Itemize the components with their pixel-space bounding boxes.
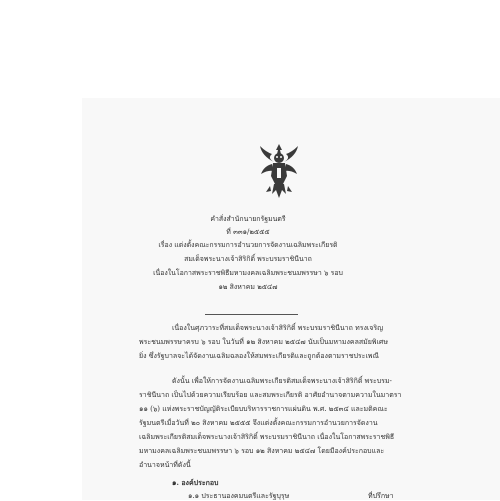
paragraph-1-line-1: เนื่องในศุภวาระที่สมเด็จพระนางเจ้าสิริกิติ์ พระบรมราชินีนาถ ทรงเจริญ bbox=[172, 324, 384, 332]
paragraph-2-line-3: ๑๑ (๖) แห่งพระราชบัญญัติระเบียบบริหารราชการแผ่นดิน พ.ศ. ๒๕๓๔ และมติคณะ bbox=[139, 405, 388, 413]
list-item-role: ที่ปรึกษา bbox=[368, 492, 394, 500]
subject-line-3: เนื่องในโอกาสพระราชพิธีมหามงคลเฉลิมพระชนมพรรษา ๖ รอบ bbox=[153, 269, 343, 277]
paragraph-2-line-1: ดังนั้น เพื่อให้การจัดงานเฉลิมพระเกียรติสมเด็จพระนางเจ้าสิริกิติ์ พระบรม- bbox=[172, 377, 392, 385]
garuda-emblem-icon bbox=[258, 142, 300, 200]
section-heading: ๑. องค์ประกอบ bbox=[172, 478, 219, 487]
subject-line-2: สมเด็จพระนางเจ้าสิริกิติ์ พระบรมราชินีนาถ bbox=[184, 255, 312, 263]
issuing-office: คำสั่งสำนักนายกรัฐมนตรี bbox=[210, 215, 286, 223]
paragraph-2-line-6: มหามงคลเฉลิมพระชนมพรรษา ๖ รอบ ๑๒ สิงหาคม ๒๕๔๗ โดยมีองค์ประกอบและ bbox=[139, 447, 385, 455]
paragraph-1-line-2: พระชนมพรรษาครบ ๖ รอบ ในวันที่ ๑๒ สิงหาคม ๒๕๔๗ นับเป็นมหามงคลสมัยพิเศษ bbox=[139, 338, 388, 346]
order-number: ที่ ๓๓๑/๒๕๕๕ bbox=[226, 228, 270, 236]
list-item: ๑.๑ ประธานองคมนตรีและรัฐบุรุษ bbox=[188, 492, 290, 500]
paragraph-2-line-7: อำนาจหน้าที่ดังนี้ bbox=[139, 461, 191, 469]
subject-line-4: ๑๒ สิงหาคม ๒๕๔๗ bbox=[218, 283, 278, 291]
subject-line-1: เรื่อง แต่งตั้งคณะกรรมการอำนวยการจัดงานเฉลิมพระเกียรติ bbox=[158, 241, 338, 249]
paragraph-2-line-2: ราชินีนาถ เป็นไปด้วยความเรียบร้อย และสมพระเกียรติ อาศัยอำนาจตามความในมาตรา bbox=[139, 391, 402, 399]
paragraph-2-line-4: รัฐมนตรีเมื่อวันที่ ๒๐ สิงหาคม ๒๕๕๕ จึงแต่งตั้งคณะกรรมการอำนวยการจัดงาน bbox=[139, 419, 378, 427]
divider bbox=[205, 314, 298, 315]
paragraph-2-line-5: เฉลิมพระเกียรติสมเด็จพระนางเจ้าสิริกิติ์ พระบรมราชินีนาถ เนื่องในโอกาสพระราชพิธี bbox=[139, 433, 395, 441]
paragraph-1-line-3: ยิ่ง ซึ่งรัฐบาลจะได้จัดงานเฉลิมฉลองให้สมพระเกียรติและถูกต้องตามราชประเพณี bbox=[139, 352, 379, 360]
